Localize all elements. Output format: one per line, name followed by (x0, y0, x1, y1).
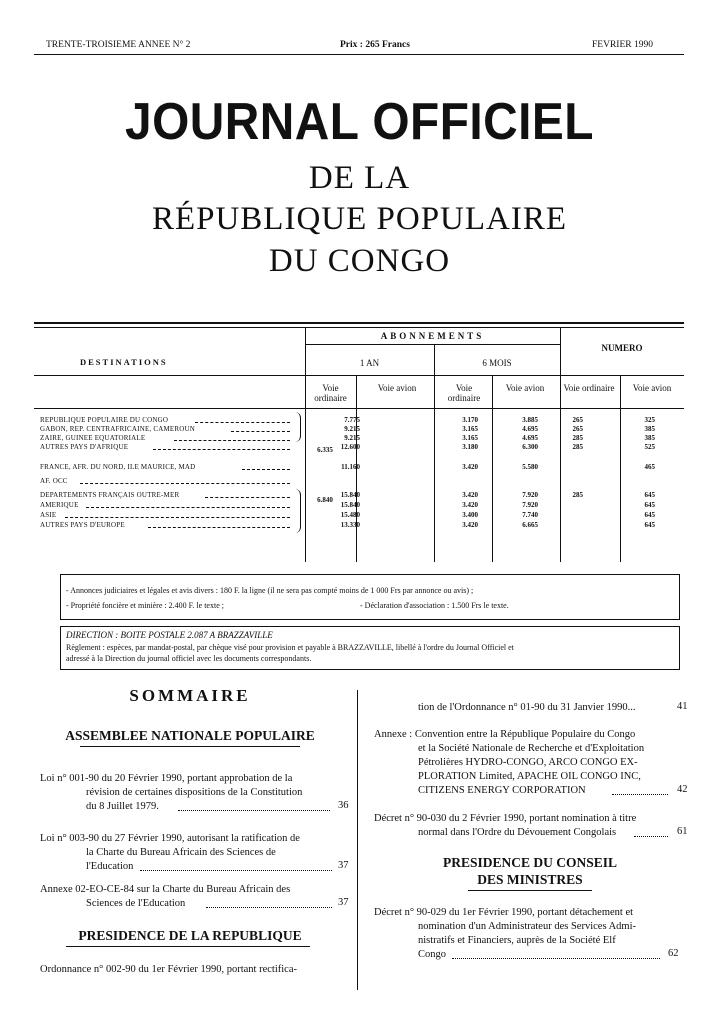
cell-a1: 15.480 (340, 511, 360, 519)
cell-o6: 3.165 (462, 425, 478, 433)
cell-a6: 7.920 (522, 501, 538, 509)
cell-on: 265 (572, 416, 583, 424)
notices-box (60, 574, 680, 620)
cell-o6: 3.420 (462, 501, 478, 509)
col-voie-ordinaire-6m: Voie ordinaire (447, 383, 481, 403)
toc-decret-90-029-l4: Congo (418, 949, 447, 960)
toc-convention-l4: PLORATION Limited, APACHE OIL CONGO INC, (418, 771, 641, 782)
cell-o6: 3.420 (462, 491, 478, 499)
toc-loi-001-90-l2: révision de certaines dispositions de la Constitution (86, 787, 303, 798)
header-rule (34, 54, 684, 55)
column-divider (357, 690, 358, 990)
sommaire-title: SOMMAIRE (129, 686, 251, 705)
toc-loi-003-90-l3: l'Education (86, 861, 134, 872)
cell-o6: 3.180 (462, 443, 478, 451)
cell-a6: 6.665 (522, 521, 538, 529)
cell-an: 645 (644, 491, 655, 499)
row-destination: ZAIRE, GUINEE EQUATORIALE (40, 434, 146, 442)
row-leader (148, 527, 290, 528)
six-months-header: 6 MOIS (482, 358, 512, 368)
issue-number: TRENTE-TROISIEME ANNEE N° 2 (46, 40, 191, 50)
cell-a1: 11.160 (341, 463, 360, 471)
toc-ordonnance-cont: tion de l'Ordonnance n° 01-90 du 31 Janvier 1990... (418, 702, 636, 713)
reglement-line1: Règlement : espèces, par mandat-postal, par chèque visé pour provision et payable à BRAZZAVILLE, libellé à l'ordre du Journal Officiel et (66, 643, 514, 652)
cell-an: 645 (644, 501, 655, 509)
row-leader (65, 517, 290, 518)
row-leader (242, 469, 290, 470)
toc-page-62: 62 (668, 948, 679, 959)
cell-a1: 7.775 (344, 416, 360, 424)
masthead-line4: DU CONGO (268, 243, 451, 279)
section-presidence-republique: PRESIDENCE DE LA REPUBLIQUE (78, 928, 302, 943)
row-leader (153, 449, 290, 450)
row-leader (195, 422, 290, 423)
cell-a1: 12.600 (340, 443, 360, 451)
row-destination: AUTRES PAYS D'EUROPE (40, 521, 125, 529)
cell-a6: 5.580 (522, 463, 538, 471)
cell-an: 525 (644, 443, 655, 451)
section-ministres: DES MINISTRES (477, 872, 583, 887)
toc-decret-90-030-l1: Décret n° 90-030 du 2 Février 1990, portant nomination à titre (374, 813, 637, 824)
row-leader (80, 483, 290, 484)
cell-o6: 3.400 (462, 511, 478, 519)
toc-annexe-l1: Annexe 02-EO-CE-84 sur la Charte du Bureau Africain des (40, 884, 291, 895)
notice-annonces: - Annonces judiciaires et légales et avis divers : 180 F. la ligne (il ne sera pas compté moins de 1 000 Frs par annonce ou avis) ; (66, 586, 474, 595)
toc-loi-003-90-l2: la Charte du Bureau Africain des Sciences de (86, 847, 276, 858)
toc-annexe-l2: Sciences de l'Education (86, 898, 186, 909)
toc-loi-003-90-l1: Loi n° 003-90 du 27 Février 1990, autorisant la ratification de (40, 833, 300, 844)
toc-page-37a: 37 (338, 860, 349, 871)
group2-ordinaire: 6.840 (317, 496, 333, 504)
price: Prix : 265 Francs (340, 40, 410, 50)
toc-convention-l1: Annexe : Convention entre la République Populaire du Congo (374, 729, 636, 740)
cell-on: 285 (572, 434, 583, 442)
cell-on: 285 (572, 443, 583, 451)
group1-ordinaire: 6.335 (317, 446, 333, 454)
col-voie-avion-num: Voie avion (632, 383, 672, 393)
section-presidence-conseil: PRESIDENCE DU CONSEIL (442, 855, 618, 870)
col-voie-ordinaire-num: Voie ordinaire (563, 383, 615, 393)
numero-header: NUMERO (601, 343, 643, 353)
cell-a6: 7.740 (522, 511, 538, 519)
cell-a1: 9.215 (344, 425, 360, 433)
cell-a1: 15.840 (340, 501, 360, 509)
toc-page-36: 36 (338, 800, 349, 811)
cell-an: 385 (644, 434, 655, 442)
toc-ordonnance-002-90: Ordonnance n° 002-90 du 1er Février 1990, portant rectifica- (40, 964, 297, 975)
row-destination: GABON, REP. CENTRAFRICAINE, CAMEROUN (40, 425, 195, 433)
destinations-header: DESTINATIONS (80, 357, 168, 367)
cell-a6: 4.695 (522, 425, 538, 433)
toc-convention-l5: CITIZENS ENERGY CORPORATION (418, 785, 586, 796)
toc-page-42: 42 (677, 784, 688, 795)
cell-on: 285 (572, 491, 583, 499)
cell-an: 325 (644, 416, 655, 424)
col-voie-avion-1an: Voie avion (377, 383, 417, 393)
direction-address: DIRECTION : BOITE POSTALE 2.087 A BRAZZAVILLE (66, 630, 273, 640)
toc-decret-90-029-l3: nistratifs et Financiers, auprès de la Société Elf (418, 935, 616, 946)
masthead-line2: DE LA (308, 160, 411, 196)
row-destination: DEPARTEMENTS FRANÇAIS OUTRE-MER (40, 491, 180, 499)
row-destination: AUTRES PAYS D'AFRIQUE (40, 443, 129, 451)
cell-an: 645 (644, 511, 655, 519)
reglement-line2: adressé à la Direction du journal officiel avec les documents correspondants. (66, 654, 312, 663)
notice-propriete: - Propriété foncière et minière : 2.400 F. le texte ; (66, 601, 224, 610)
cell-an: 385 (644, 425, 655, 433)
toc-page-61: 61 (677, 826, 688, 837)
cell-a6: 3.885 (522, 416, 538, 424)
toc-loi-001-90-l1: Loi n° 001-90 du 20 Février 1990, portant approbation de la (40, 773, 293, 784)
toc-page-37b: 37 (338, 897, 349, 908)
cell-a1: 15.840 (340, 491, 360, 499)
col-voie-avion-6m: Voie avion (505, 383, 545, 393)
row-leader (86, 507, 290, 508)
row-leader (231, 431, 290, 432)
cell-a1: 13.330 (340, 521, 360, 529)
abonnements-header: ABONNEMENTS (380, 331, 485, 341)
masthead-line3: RÉPUBLIQUE POPULAIRE (151, 201, 568, 237)
row-leader (174, 440, 290, 441)
cell-on: 265 (572, 425, 583, 433)
masthead-title: JOURNAL OFFICIEL (125, 93, 594, 151)
row-destination: AF. OCC (40, 477, 68, 485)
toc-decret-90-030-l2: normal dans l'Ordre du Dévouement Congolais (418, 827, 617, 838)
cell-a6: 4.695 (522, 434, 538, 442)
cell-a1: 9.215 (344, 434, 360, 442)
cell-an: 645 (644, 521, 655, 529)
cell-o6: 3.170 (462, 416, 478, 424)
row-destination: ASIE (40, 511, 57, 519)
toc-convention-l2: et la Société Nationale de Recherche et d'Exploitation (418, 743, 645, 754)
col-voie-ordinaire-1an: Voie ordinaire (314, 383, 347, 403)
row-leader (205, 497, 290, 498)
issue-date: FEVRIER 1990 (592, 40, 653, 50)
one-year-header: 1 AN (359, 358, 380, 368)
cell-a6: 6.300 (522, 443, 538, 451)
toc-convention-l3: Pétrolières HYDRO-CONGO, ARCO CONGO EX- (418, 757, 638, 768)
cell-o6: 3.165 (462, 434, 478, 442)
cell-o6: 3.420 (462, 463, 478, 471)
notice-association: - Déclaration d'association : 1.500 Frs le texte. (360, 601, 509, 610)
cell-a6: 7.920 (522, 491, 538, 499)
row-destination: FRANCE, AFR. DU NORD, ILE MAURICE, MAD (40, 463, 196, 471)
toc-decret-90-029-l1: Décret n° 90-029 du 1er Février 1990, portant détachement et (374, 907, 634, 918)
cell-an: 465 (644, 463, 655, 471)
toc-page-41: 41 (677, 701, 688, 712)
row-destination: REPUBLIQUE POPULAIRE DU CONGO (40, 416, 169, 424)
row-destination: AMERIQUE (40, 501, 79, 509)
cell-o6: 3.420 (462, 521, 478, 529)
toc-loi-001-90-l3: du 8 Juillet 1979. (86, 801, 159, 812)
toc-decret-90-029-l2: nomination d'un Administrateur des Services Admi- (418, 921, 636, 932)
section-assemblee: ASSEMBLEE NATIONALE POPULAIRE (65, 728, 315, 743)
